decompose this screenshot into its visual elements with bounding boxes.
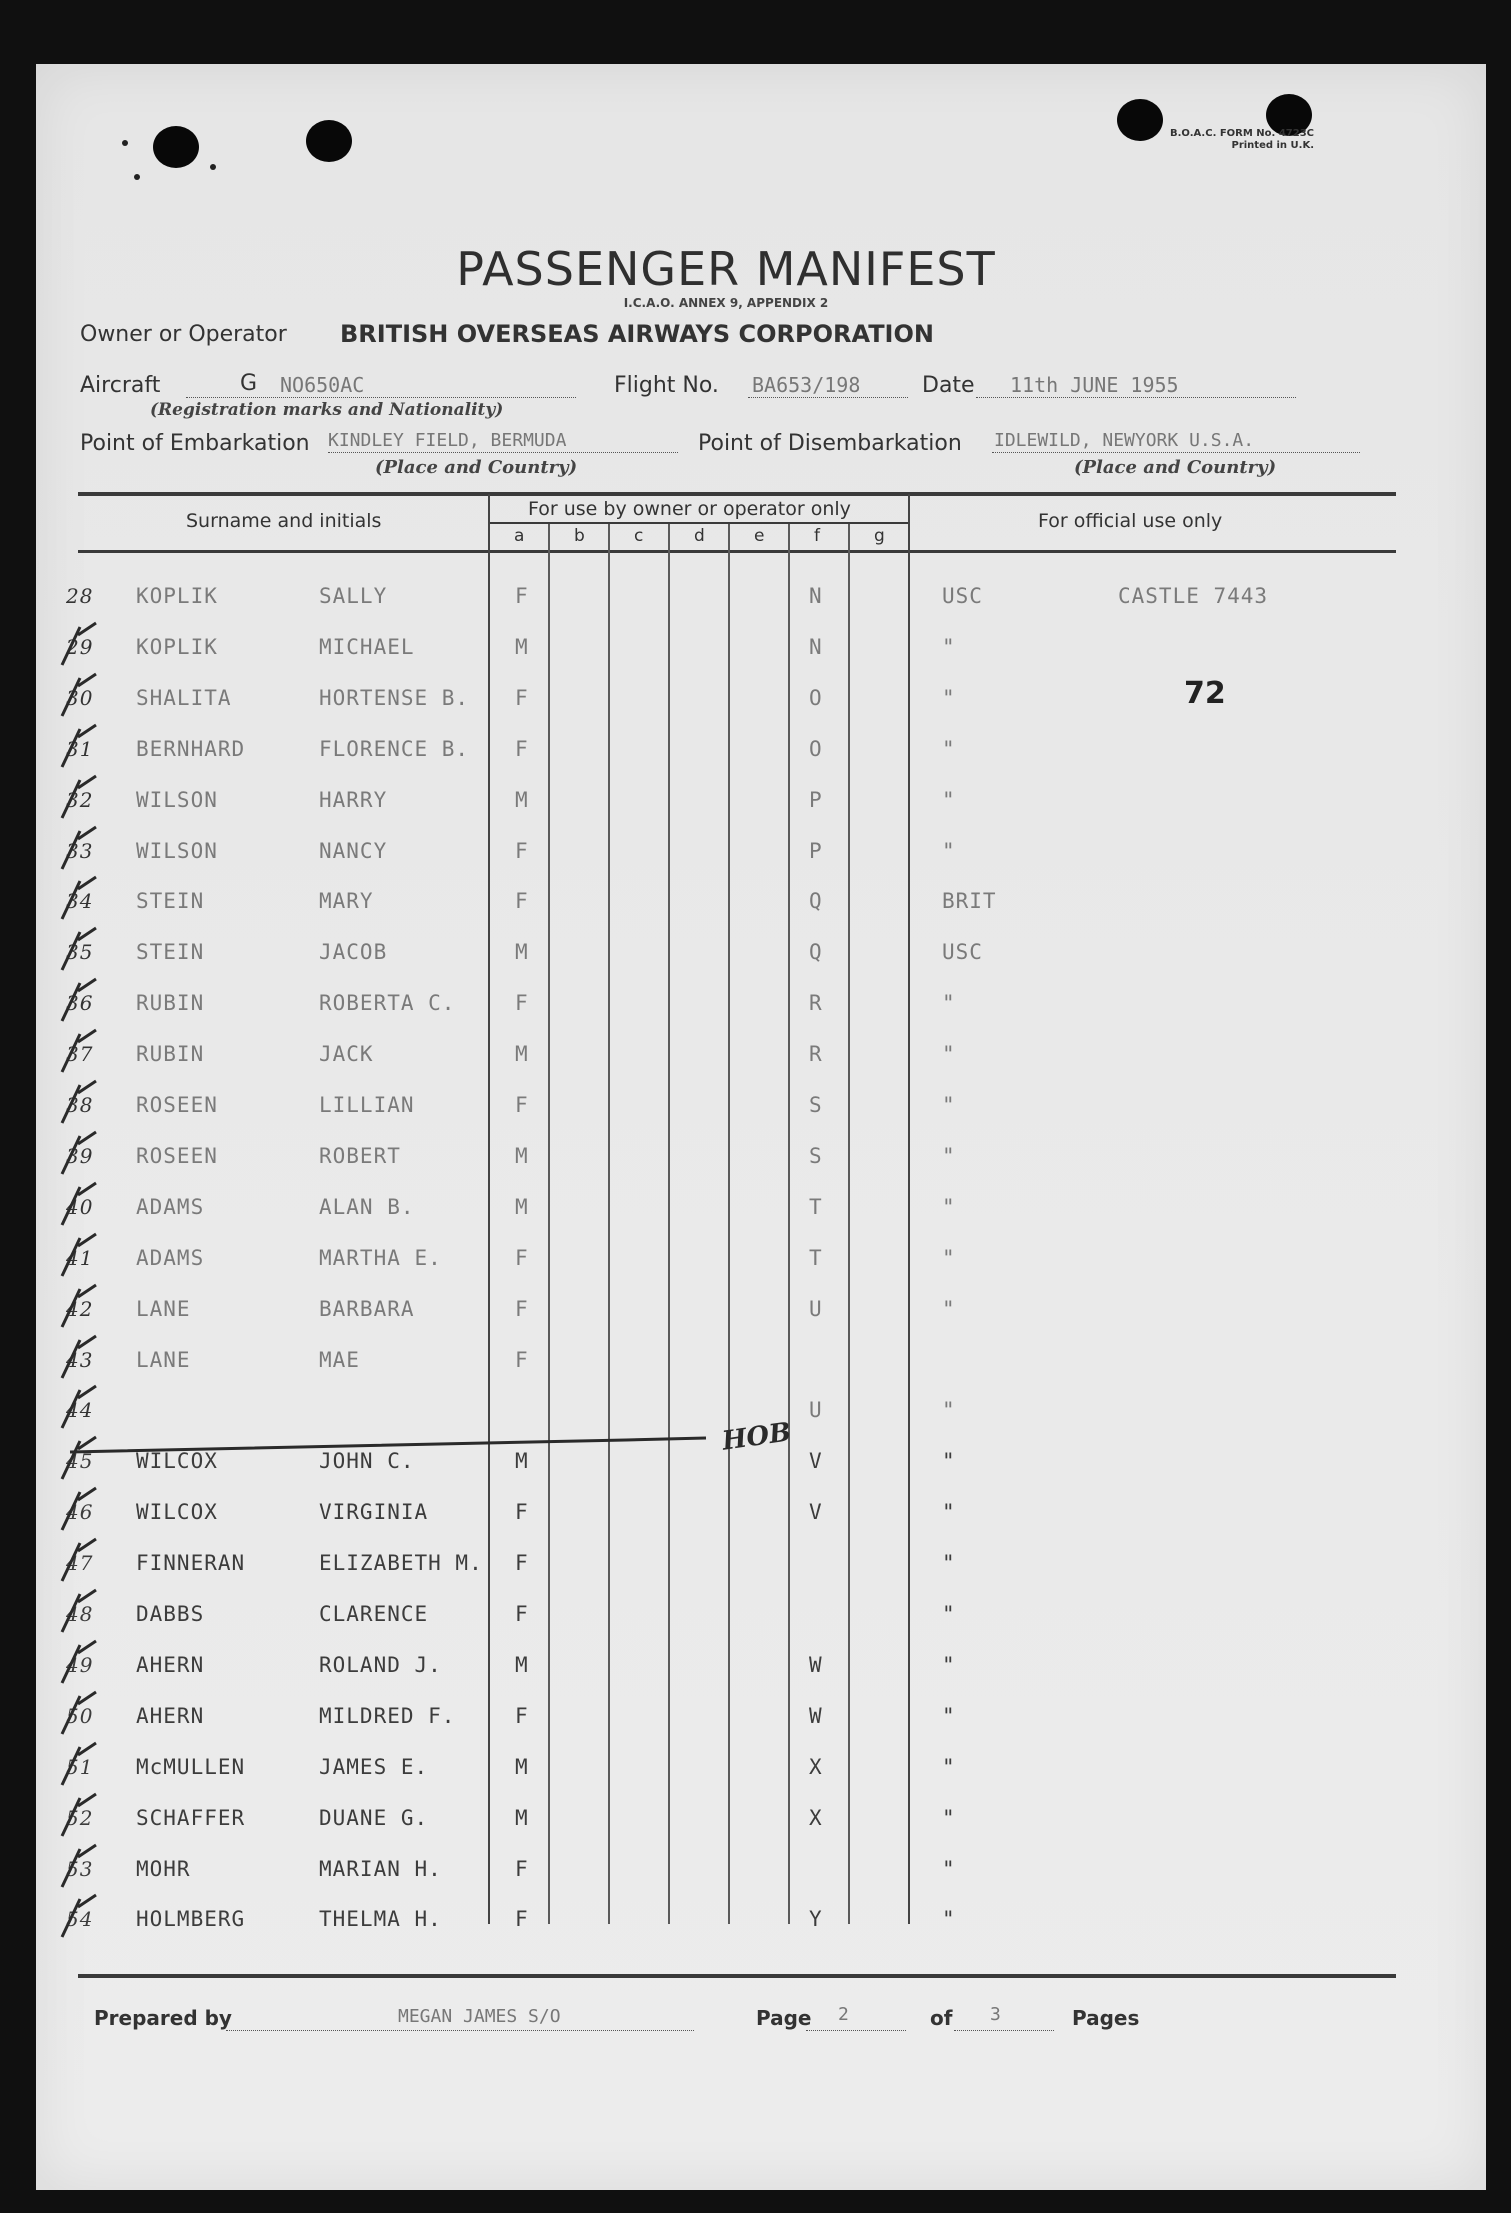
row-sex: F [515,584,529,608]
table-row [36,1794,1486,1845]
embarkation-note: (Place and Country) [375,457,578,478]
row-number: 31 [66,736,94,761]
row-given-name: FLORENCE B. [319,736,470,761]
row-code: R [809,991,823,1016]
of-value: 3 [990,2004,1001,2025]
row-surname: ROSEEN [136,1143,218,1168]
punch-hole-left-2 [306,120,352,162]
row-sex: M [515,1652,529,1677]
row-number: 29 [66,634,94,659]
row-code: P [809,838,823,863]
row-number: 34 [66,889,94,914]
row-given-name: ALAN B. [319,1194,415,1219]
table-row [36,1692,1486,1743]
row-official: " [942,838,956,863]
row-code: W [809,1703,823,1728]
row-number: 42 [66,1296,94,1321]
table-row [36,1285,1486,1336]
handwritten-note: HOB [720,1417,793,1457]
row-official: " [942,1449,956,1474]
punch-hole-left-1 [153,126,199,168]
row-sex: M [515,634,529,659]
row-surname: WILSON [136,787,218,812]
prepared-underline [226,2030,694,2031]
row-code: S [809,1143,823,1168]
row-sex: M [515,940,529,965]
aircraft-prefix: G [240,371,258,396]
row-official-extra: CASTLE 7443 [1118,584,1269,608]
row-given-name: THELMA H. [319,1907,442,1932]
row-code: U [809,1296,823,1321]
owner-value: BRITISH OVERSEAS AIRWAYS CORPORATION [340,320,934,348]
date-value: 11th JUNE 1955 [1010,373,1179,397]
row-given-name: MICHAEL [319,634,415,659]
row-number: 49 [66,1652,94,1677]
speck [122,140,128,146]
row-surname: RUBIN [136,991,205,1016]
row-sex: F [515,889,529,914]
flight-value: BA653/198 [752,373,861,397]
row-surname: HOLMBERG [136,1907,246,1932]
table-row [36,674,1486,725]
row-sex: M [515,1754,529,1779]
row-code: N [809,634,823,659]
row-code: X [809,1754,823,1779]
aircraft-label: Aircraft [80,373,161,398]
row-official: " [942,991,956,1016]
form-ref [1170,128,1314,152]
row-number: 30 [66,685,94,710]
table-row [36,1030,1486,1081]
row-sex: F [515,1907,529,1932]
row-number: 43 [66,1347,94,1372]
row-official: " [942,1805,956,1830]
row-code: Y [809,1907,823,1932]
row-code: N [809,584,823,608]
row-code: P [809,787,823,812]
speck [134,174,140,180]
row-number: 47 [66,1551,94,1576]
row-surname: AHERN [136,1652,205,1677]
table-row [36,1488,1486,1539]
row-given-name: CLARENCE [319,1602,429,1626]
row-given-name: ROBERT [319,1143,401,1168]
row-sex: M [515,1042,529,1067]
row-sex: M [515,787,529,812]
row-surname: STEIN [136,940,205,965]
embarkation-value: KINDLEY FIELD, BERMUDA [328,430,567,451]
row-given-name: BARBARA [319,1296,415,1321]
row-sex: F [515,1093,529,1117]
col-letter-d: d [694,526,705,546]
stamp-number: 72 [1184,676,1226,711]
row-given-name: ELIZABETH M. [319,1551,483,1576]
table-row [36,928,1486,979]
row-official: " [942,1093,956,1117]
col-letter-c: c [634,526,644,546]
row-surname: MOHR [136,1856,191,1881]
row-given-name: ROBERTA C. [319,991,456,1016]
header-sub-rule [488,522,910,524]
row-sex: F [515,1245,529,1270]
row-official: " [942,1245,956,1270]
prepared-value: MEGAN JAMES S/O [398,2006,561,2027]
row-code: R [809,1042,823,1067]
of-label: of [930,2006,953,2030]
table-row [36,877,1486,928]
table-row [36,1590,1486,1641]
table-top-rule [78,492,1396,496]
table-row [36,1234,1486,1285]
disembarkation-underline [992,452,1360,453]
table-row [36,1183,1486,1234]
page-title: PASSENGER MANIFEST [456,242,996,296]
row-sex: M [515,1449,529,1474]
row-given-name: HORTENSE B. [319,685,470,710]
row-sex: F [515,1551,529,1576]
row-number: 46 [66,1500,94,1525]
row-number: 37 [66,1042,94,1067]
row-given-name: ROLAND J. [319,1652,442,1677]
row-surname: ADAMS [136,1194,205,1219]
row-code: T [809,1245,823,1270]
row-given-name: MARTHA E. [319,1245,442,1270]
speck [210,164,216,170]
row-number: 53 [66,1856,94,1881]
row-surname: STEIN [136,889,205,914]
row-official: " [942,1703,956,1728]
row-surname: McMULLEN [136,1754,246,1779]
row-code: Q [809,940,823,965]
page-underline [806,2030,906,2031]
aircraft-value: NO650AC [280,373,365,397]
row-official: " [942,1754,956,1779]
row-surname: AHERN [136,1703,205,1728]
page-value: 2 [838,2004,849,2025]
col-header-owner-use: For use by owner or operator only [528,498,851,520]
row-given-name: JACOB [319,940,388,965]
table-row [36,1132,1486,1183]
form-ref-line2: Printed in U.K. [1231,140,1314,151]
strike-line [66,1432,786,1462]
row-code: V [809,1500,823,1525]
row-sex: M [515,1143,529,1168]
of-underline [954,2030,1054,2031]
row-surname: WILSON [136,838,218,863]
row-code: S [809,1093,823,1117]
row-surname: WILCOX [136,1500,218,1525]
table-row [36,1081,1486,1132]
col-letter-a: a [514,526,525,546]
date-label: Date [922,373,975,398]
row-official: " [942,736,956,761]
row-number: 32 [66,787,94,812]
row-official: USC [942,584,983,608]
row-number: 54 [66,1907,94,1932]
row-sex: F [515,736,529,761]
table-row [36,623,1486,674]
row-given-name: JAMES E. [319,1754,429,1779]
row-surname: RUBIN [136,1042,205,1067]
pages-label: Pages [1072,2006,1140,2030]
row-official: BRIT [942,889,997,914]
row-number: 48 [66,1602,94,1626]
table-row [36,1845,1486,1896]
row-sex: F [515,1296,529,1321]
row-official: " [942,1551,956,1576]
row-surname: ROSEEN [136,1093,218,1117]
row-given-name: JOHN C. [319,1449,415,1474]
row-given-name: MILDRED F. [319,1703,456,1728]
punch-hole-right-1 [1117,99,1163,141]
row-number: 40 [66,1194,94,1219]
manifest-sheet [36,64,1486,2190]
row-sex: F [515,1703,529,1728]
table-row [36,1641,1486,1692]
row-official: " [942,1143,956,1168]
page-label: Page [756,2006,812,2030]
row-surname: LANE [136,1347,191,1372]
row-official: USC [942,940,983,965]
row-surname: ADAMS [136,1245,205,1270]
disembarkation-label: Point of Disembarkation [698,431,962,456]
row-sex: F [515,1500,529,1525]
table-row [36,1743,1486,1794]
row-number: 39 [66,1143,94,1168]
row-official: " [942,1194,956,1219]
disembarkation-note: (Place and Country) [1074,457,1277,478]
owner-label: Owner or Operator [80,322,287,347]
row-given-name: NANCY [319,838,388,863]
table-row [36,827,1486,878]
row-surname: LANE [136,1296,191,1321]
table-row [36,1539,1486,1590]
col-letter-g: g [874,526,885,546]
row-surname: KOPLIK [136,634,218,659]
table-row [36,979,1486,1030]
row-surname: SHALITA [136,685,232,710]
row-given-name: MARY [319,889,374,914]
page-subtitle: I.C.A.O. ANNEX 9, APPENDIX 2 [623,296,829,310]
date-underline [976,397,1296,398]
row-sex: F [515,685,529,710]
flight-underline [748,397,908,398]
form-ref-line1: B.O.A.C. FORM No. 4723C [1170,128,1314,139]
col-letter-e: e [754,526,765,546]
row-number: 35 [66,940,94,965]
row-sex: F [515,991,529,1016]
row-official: " [942,1500,956,1525]
row-given-name: HARRY [319,787,388,812]
row-given-name: SALLY [319,584,388,608]
table-row [36,776,1486,827]
row-given-name: DUANE G. [319,1805,429,1830]
table-row [36,1336,1486,1387]
col-header-surname: Surname and initials [186,510,382,532]
row-official: " [942,1602,956,1626]
row-number: 38 [66,1093,94,1117]
row-given-name: JACK [319,1042,374,1067]
col-letter-f: f [814,526,820,546]
row-sex: M [515,1194,529,1219]
row-number: 45 [66,1449,94,1474]
row-sex: F [515,1856,529,1881]
col-letter-b: b [574,526,585,546]
row-official: " [942,1652,956,1677]
footer-rule [78,1974,1396,1978]
embarkation-label: Point of Embarkation [80,431,310,456]
prepared-label: Prepared by [94,2006,232,2030]
row-code: X [809,1805,823,1830]
row-number: 51 [66,1754,94,1779]
row-official: " [942,1398,956,1423]
row-official: " [942,1907,956,1932]
row-number: 50 [66,1703,94,1728]
row-number: 28 [66,584,94,608]
col-header-official: For official use only [1038,510,1223,532]
row-number: 41 [66,1245,94,1270]
row-code: T [809,1194,823,1219]
row-sex: F [515,1602,529,1626]
row-sex: F [515,1347,529,1372]
row-surname: DABBS [136,1602,205,1626]
row-sex: F [515,838,529,863]
row-code: V [809,1449,823,1474]
aircraft-note: (Registration marks and Nationality) [150,400,504,420]
disembarkation-value: IDLEWILD, NEWYORK U.S.A. [994,430,1255,451]
table-row [36,725,1486,776]
row-number: 52 [66,1805,94,1830]
row-number: 33 [66,838,94,863]
row-sex: M [515,1805,529,1830]
embarkation-underline [328,452,678,453]
row-code: O [809,736,823,761]
flight-label: Flight No. [614,373,719,398]
row-number: 36 [66,991,94,1016]
row-surname: SCHAFFER [136,1805,246,1830]
row-surname: BERNHARD [136,736,246,761]
aircraft-underline [186,397,576,398]
row-given-name: MAE [319,1347,360,1372]
row-surname: WILCOX [136,1449,218,1474]
row-surname: FINNERAN [136,1551,246,1576]
row-official: " [942,787,956,812]
row-given-name: LILLIAN [319,1093,415,1117]
row-surname: KOPLIK [136,584,218,608]
row-code: Q [809,889,823,914]
table-row [36,1895,1486,1946]
row-official: " [942,1042,956,1067]
row-number: 44 [66,1398,94,1423]
row-official: " [942,634,956,659]
row-given-name: MARIAN H. [319,1856,442,1881]
table-row [36,572,1486,623]
row-official: " [942,685,956,710]
row-given-name: VIRGINIA [319,1500,429,1525]
row-code: U [809,1398,823,1423]
row-code: W [809,1652,823,1677]
header-bottom-rule [78,550,1396,553]
row-official: " [942,1856,956,1881]
row-official: " [942,1296,956,1321]
row-code: O [809,685,823,710]
